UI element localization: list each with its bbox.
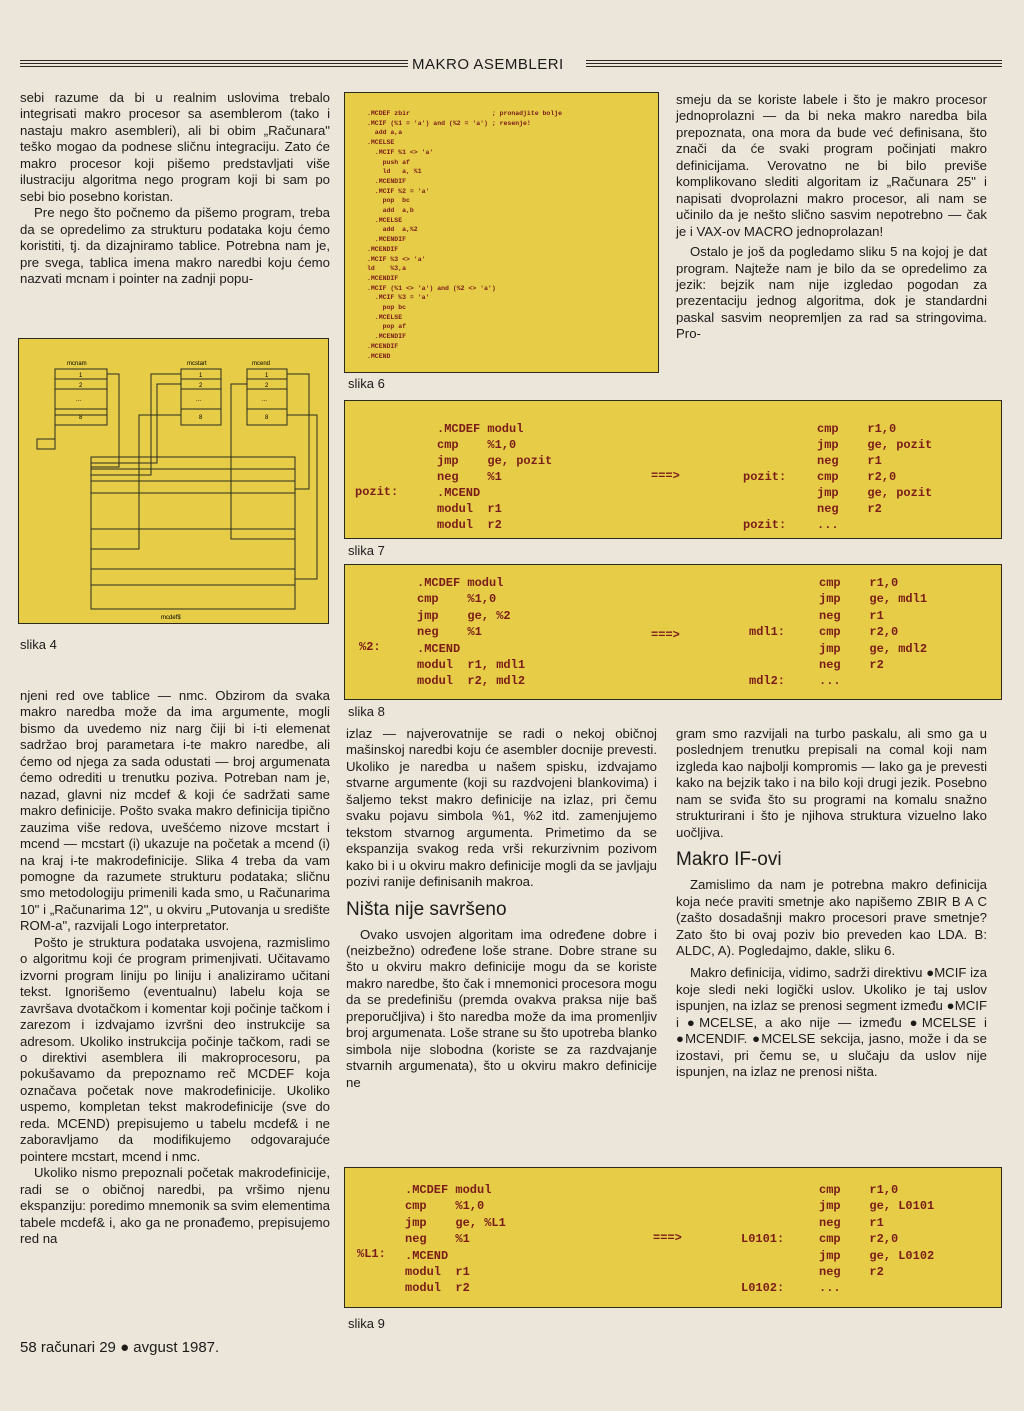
code-line [749,575,785,591]
heading-makro-if-ovi: Makro IF-ovi [676,849,782,871]
code-line: .MCEND [405,1248,449,1263]
code-line: .MCIF %1 <> 'a' [367,148,434,156]
code-line: .MCIF %3 <> 'a' [367,255,426,263]
code-line: jmp ge, mdl1 [819,592,928,607]
code-line: cmp r2,0 [817,470,897,484]
code-line: neg %1 [417,625,482,640]
code-line [741,1264,784,1280]
fig4-label-mcend: mcend [252,361,271,367]
code-line: add a,a [367,129,403,137]
code-line: .MCELSE [367,139,395,147]
code-line: .MCIF %3 = 'a' [367,294,430,302]
code-line: cmp r2,0 [819,625,899,640]
figure-8-box [344,564,1002,700]
fig4-cell: ... [76,397,82,403]
fig4-cell: ... [262,397,268,403]
paragraph: Zamislimo da nam je potrebna makro definicija koja neće praviti smetnje ako napišemo ZBIR B A C (zašto dosadašnji makro procesori prave smetnje? Zato što bi ovaj poziv bio preveden kao LDA. B: ALDC, A). Pogledajmo, dakle, sliku 6. [676,877,987,958]
code-line: modul r2 [405,1281,470,1296]
col1-bottom-text [20,688,330,1247]
caption-slika-7: slika 7 [348,543,385,558]
code-line: neg r1 [817,454,882,468]
code-line: modul r2 [437,518,502,532]
code-line: L0102: [741,1281,785,1296]
code-line: .MCENDIF [367,333,407,341]
code-line: neg r2 [819,1265,884,1280]
code-line: jmp ge, pozit [437,454,553,468]
figure-7-box [344,400,1002,539]
code-line: jmp ge, pozit [817,438,933,452]
code-line: neg r1 [819,1215,884,1230]
code-line: pozit: [743,518,787,532]
code-line: neg r2 [817,502,882,516]
fig4-cell: ... [196,397,202,403]
col2-text [346,726,657,1091]
code-line: push af [367,158,410,166]
code-line: pozit: [743,470,787,484]
paragraph: Ostalo je još da pogledamo sliku 5 na kojoj je dat program. Najteže nam je bilo da se opredelimo za jezik: bejzik nam nije izgledao pogodan za prezentaciju jednog algoritma, dok je standardni paskal sasvim neopremljen za rad sa stringovima. Pro- [676,244,987,342]
fig4-cell: 8 [79,415,83,421]
code-line: cmp r1,0 [819,576,899,590]
code-line: cmp %1,0 [405,1199,485,1214]
fig7-label: pozit: [355,485,399,499]
code-line [741,1248,784,1264]
code-line: jmp ge, pozit [817,486,933,500]
paragraph: Pre nego što počnemo da pišemo program, treba da se opredelimo za strukturu podataka koju ćemo koristiti, tj. da dizajniramo tablice. Potrebna nam je, pre svega, tablica imena makro naredbi koju ćemo nazvati mcnam i pointer na zadnji popu- [20,205,330,286]
code-line: ld a, %1 [367,168,422,176]
col1-top-text [20,90,330,287]
code-line: cmp r1,0 [819,1183,899,1197]
figure-9-box [344,1167,1002,1308]
code-line: cmp %1,0 [437,438,517,452]
code-line: .MCDEF modul [405,1183,492,1197]
paragraph: Ovako usvojen algoritam ima određene dobre i (neizbežno) određene loše strane. Dobre strane su što u okviru makro definicije mogu da se koriste makro naredbe, što čak i mnemonici procesora mogu da se predefinišu (premda ovakva praksa nije baš preporučljiva) i što naredba može da ima promenljiv broj argumenata. Loše strane su što upotreba blanko simbola nije slobodna (koriste se za razdvajanje stvarnih argumenata), što u okviru makro definicije ne [346,926,657,1090]
code-line: neg %1 [437,470,502,484]
code-line [749,641,785,657]
caption-slika-9: slika 9 [348,1316,385,1331]
code-line: .MCDEF modul [437,422,524,436]
fig7-arrow: ===> [651,469,680,483]
fig9-arrow: ===> [653,1231,682,1245]
fig8-right-labels [749,575,785,690]
fig7-right-code [817,421,932,533]
code-line: .MCEND [367,352,391,360]
paragraph: smeju da se koriste labele i što je makro procesor jednoprolazni — da bi neka makro naredba bila prepoznata, ona mora da bude već definisana, što znači da će svaki program počinjati makro definicijama. Verovatno ne bi bilo previše komplikovano slediti algoritam iz „Računara 25" i napisati dvoprolazni makro procesor, ali nam se učinilo da je nešto slično sasvim nepotrebno — čak je i VAX-ov MACRO jednoprolazan! [676,92,987,239]
code-line: ... [817,518,839,532]
code-line: modul r1 [437,502,502,516]
code-line: .MCENDIF [367,177,407,185]
paragraph: izlaz — najverovatnije se radi o nekoj običnoj mašinskoj naredbi koju će asembler docnije prevesti. Ukoliko je naredba u našem spisku, izdvajamo stvarne argumente (koji su razdvojeni blankovima) i šaljemo tekst makro definicije na izlaz, pri čemu svaku pojavu simbola %1, %2 itd. zamenjujemo tekstom stvarnog argumenta. Primetimo da se ekspanzija svakog reda vrši rekurzivnim pozivom kako bi i u okviru makro definicije mogli da se javljaju pozivi ranije definisanih makroa. [346,726,657,890]
code-line [741,1198,784,1214]
fig4-cell: 1 [265,373,269,379]
fig8-label: %2: [359,640,381,654]
fig4-cell: 8 [265,415,269,421]
code-line: pop bc [367,304,407,312]
figure-4-box [18,338,329,624]
caption-slika-6: slika 6 [348,376,385,391]
caption-slika-8: slika 8 [348,704,385,719]
fig4-label-mcdef: mcdef$ [161,615,181,621]
header-rule-left [20,60,408,69]
page-footer: 58 računari 29 ● avgust 1987. [20,1339,220,1356]
fig4-cell: 2 [265,383,269,389]
col3-bottom-text [676,726,987,1081]
fig4-cell: 1 [199,373,203,379]
code-line: .MCENDIF [367,245,399,253]
code-line: .MCEND [417,641,461,656]
code-line: mdl1: [749,625,786,640]
code-line: jmp ge, %L1 [405,1215,506,1230]
code-line: .MCIF %2 = 'a' [367,187,430,195]
caption-slika-4: slika 4 [20,637,57,652]
code-line [743,485,786,501]
code-line: mdl2: [749,674,786,689]
code-line: add a,b [367,207,414,215]
paragraph: Pošto je struktura podataka usvojena, razmislimo o algoritmu koji će program primenjivati. Učitavamo izvorni program liniju po liniju i analiziramo učitani tekst. Ignorišemo (eventualnu) labelu koja se završava dvotačkom i komentar koji počinje tačkom i zarezom i izdvajamo izvršni deo instrukcije sa adresom. Ukoliko instrukcija počinje tačkom, radi se o direktivi asemblera ili makroprocesoru, pa pokušavamo da prepoznamo reč MCDEF koja označava početak nove makrodefinicije. Ukoliko uspemo, kompletan tekst makrodefinicije (sve do reda. MCEND) prepisujemo u tabelu mcdef& i ne zaboravljamo da modifikujemo odgovarajuće pointere mcstart, mcend i nmc. [20,934,330,1164]
fig8-right-code [819,575,927,690]
fig6-code [367,109,562,361]
code-line: add a,%2 [367,226,418,234]
fig4-label-mcstart: mcstart [187,361,207,367]
code-line [743,437,786,453]
code-line: jmp ge, L0102 [819,1248,935,1263]
code-line: cmp r2,0 [819,1232,899,1247]
code-line: .MCELSE [367,216,403,224]
col3-top-text [676,92,987,343]
paragraph: sebi razume da bi u realnim uslovima trebalo integrisati makro procesor sa asemblerom (tako i nastaju makro asembleri), ali bi obim „Računara" teško mogao da podnese sličnu integraciju. Zato će makro procesor koji pišemo predstavljati više ilustraciju algoritma nego program koji bi sam po sebi bio posebno koristan. [20,90,330,204]
fig4-cell: 8 [199,415,203,421]
code-line: .MCDEF zbir ; pronadjite bolje [367,110,563,117]
fig4-cell: 1 [79,373,83,379]
code-line: neg %1 [405,1232,470,1247]
code-line: ... [819,674,841,689]
code-line: .MCENDIF [367,274,399,282]
figure-4-diagram [19,339,328,623]
figure-6-box [344,92,659,373]
fig7-left-code [437,421,552,533]
code-line [743,501,786,517]
header-rule-right [586,60,1002,69]
code-line: jmp ge, mdl2 [819,641,928,656]
code-line [743,421,786,437]
code-line: modul r2, mdl2 [417,674,526,689]
section-title: MAKRO ASEMBLERI [412,56,564,73]
fig7-right-labels [743,421,786,533]
code-line: neg r2 [819,658,884,673]
heading-nista-nije-savrseno: Ništa nije savršeno [346,898,507,920]
code-line: pop af [367,323,407,331]
code-line [749,608,785,624]
code-line [741,1182,784,1198]
paragraph: njeni red ove tablice — nmc. Obzirom da svaka makro naredba može da ima argumente, mogli bismo da uvedemo niz narg čiji bi i-ti elemenat sadržao broj parametara i-te makro naredbe, ali ćemo od njega za sada odustati — broj argumenata ćemo odrediti u trenutku poziva. Potreban nam je, nazad, glavni niz mcdef & koji će sadržati same makro definicije. Pošto svaka makro definicija tipično zauzima više redova, uvešćemo nizove mcstart i mcend — mcstart (i) ukazuje na početak a mcend (i) na kraj i-te makrodefinicije. Slika 4 treba da vam pomogne da razumete strukturu podataka; sličnu smo metodologiju primenili kada smo, u Računarima 10" i „Računarima 12", u okviru „Putovanja u središte ROM-a", razvijali Logo interpretator. [20,688,330,934]
code-line: .MCIF (%1 <> 'a') and (%2 <> 'a') [367,284,496,292]
code-line: .MCENDIF [367,342,399,350]
fig8-left-code [417,575,525,690]
code-line: jmp ge, %2 [417,608,511,623]
code-line: neg r1 [819,608,884,623]
paragraph: Makro definicija, vidimo, sadrži direktivu ●MCIF iza koje sledi neki logički uslov. Ukoliko je taj uslov ispunjen, na izlaz se prenosi segment između ●MCIF i ●MCELSE, a ako nije — između ●MCELSE i ●MCENDIF. ●MCELSE sekcija, jasno, može i da se izostavi, pri čemu se, u slučaju da uslov nije ispunjen, na izlaz ne prenosi ništa. [676,965,987,1080]
code-line: jmp ge, L0101 [819,1199,935,1214]
code-line: ... [819,1281,841,1296]
code-line: cmp %1,0 [417,592,497,607]
fig9-label: %L1: [357,1247,386,1261]
code-line: cmp r1,0 [817,422,897,436]
fig9-right-code [819,1182,934,1297]
fig4-cell: 2 [79,383,83,389]
code-line: .MCELSE [367,313,403,321]
fig8-arrow: ===> [651,628,680,642]
code-line: .MCIF (%1 = 'a') and (%2 = 'a') ; resenje! [367,119,531,127]
code-line: .MCENDIF [367,236,407,244]
code-line: L0101: [741,1232,785,1247]
code-line [749,657,785,673]
fig9-right-labels [741,1182,784,1297]
paragraph: gram smo razvijali na turbo paskalu, ali smo ga u poslednjem trenutku prepisali na comal koji nam izgleda kao najbolji kompromis — lako ga je prevesti kako na bejzik tako i na bilo koji drugi jezik. Posebno nam se sviđa što su programi na komalu snažno strukturirani i što je njihova struktura vizuelno lako uočljiva. [676,726,987,840]
section-header [0,58,1024,72]
code-line: .MCEND [437,486,481,500]
code-line: modul r1, mdl1 [417,658,526,673]
paragraph: Ukoliko nismo prepoznali početak makrodefinicije, radi se o običnoj naredbi, pa vršimo njenu ekspanziju: poredimo mnemonik sa svim elementima tabele mcdef& i, ako ga ne pronađemo, prepisujemo red na [20,1165,330,1246]
fig9-left-code [405,1182,506,1297]
fig4-cell: 2 [199,383,203,389]
code-line [743,453,786,469]
code-line: .MCDEF modul [417,576,504,590]
code-line [741,1215,784,1231]
code-line: ld %3,a [367,265,407,273]
code-line: modul r1 [405,1265,470,1280]
code-line [749,591,785,607]
code-line: pop bc [367,197,410,205]
fig4-label-mcnam: mcnam [67,361,87,367]
